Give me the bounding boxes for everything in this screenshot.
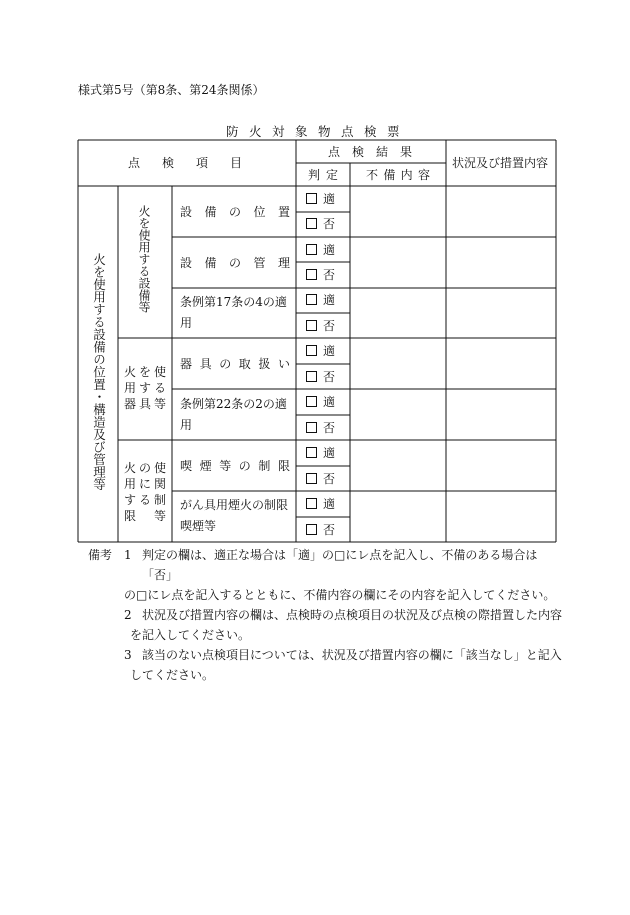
item-toy-fireworks-restriction: がん具用煙火の制限喫煙等 (180, 498, 289, 533)
header-inspection-result: 点 検 結 果 (328, 145, 412, 159)
group-fire-restrictions-line1: 火 の 使 (124, 461, 166, 475)
item-ordinance-22-2: 条例第22条の2の適用 (180, 397, 287, 432)
group-fire-restrictions-line3: す る 制 (124, 493, 166, 507)
header-status-measures: 状況及び措置内容 (452, 156, 549, 170)
notes-section (88, 545, 568, 685)
group-fire-appliances-line3: 器 具 等 (124, 397, 166, 411)
header-judgment: 判 定 (308, 168, 338, 182)
item-smoking-restriction: 喫 煙 等 の 制 限 (180, 459, 290, 473)
judgment-pass-checkbox[interactable]: 適 (306, 244, 335, 256)
judgment-pass-checkbox[interactable]: 適 (306, 447, 335, 459)
item-equipment-management: 設 備 の 管 理 (180, 256, 290, 270)
note-item: 3 該当のない点検項目については、状況及び措置内容の欄に「該当なし」と記入 (124, 648, 562, 662)
judgment-pass-checkbox[interactable]: 適 (306, 345, 335, 357)
notes-label: 備考 (88, 548, 113, 562)
header-defect-content: 不 備 内 容 (366, 168, 430, 182)
note-item: を記入してください。 (130, 628, 251, 642)
document-title: 防火対象物点検票 (226, 124, 411, 139)
header-inspection-item: 点 検 項 目 (128, 156, 242, 170)
judgment-pass-checkbox[interactable]: 適 (306, 498, 335, 510)
form-number: 様式第5号（第8条、第24条関係） (78, 83, 265, 97)
judgment-pass-checkbox[interactable]: 適 (306, 396, 335, 408)
judgment-fail-checkbox[interactable]: 否 (306, 473, 335, 485)
group-fire-appliances-line1: 火 を 使 (124, 365, 166, 379)
judgment-fail-checkbox[interactable]: 否 (306, 218, 335, 230)
judgment-fail-checkbox[interactable]: 否 (306, 422, 335, 434)
judgment-fail-checkbox[interactable]: 否 (306, 371, 335, 383)
group-fire-restrictions-line2: 用 に 関 (124, 477, 166, 491)
item-ordinance-17-4: 条例第17条の4の適用 (180, 295, 287, 330)
note-item: 備考 1 判定の欄は、適正な場合は「適」の□にレ点を記入し、不備のある場合は「否」 (88, 545, 568, 585)
note-item: の□にレ点を記入するとともに、不備内容の欄にその内容を記入してください。 (124, 588, 556, 602)
group-fire-equipment: 火を使用する設備等 (137, 205, 151, 313)
note-item: してください。 (130, 668, 215, 682)
judgment-fail-checkbox[interactable]: 否 (306, 320, 335, 332)
item-appliance-handling: 器 具 の 取 扱 い (180, 357, 290, 371)
judgment-fail-checkbox[interactable]: 否 (306, 269, 335, 281)
note-item: 2 状況及び措置内容の欄は、点検時の点検項目の状況及び点検の際措置した内容 (124, 608, 563, 622)
item-equipment-location: 設 備 の 位 置 (180, 205, 290, 219)
judgment-pass-checkbox[interactable]: 適 (306, 294, 335, 306)
category-main: 火を使用する設備の位置・構造及び管理等 (91, 253, 107, 491)
group-fire-restrictions-line4: 限 等 (124, 509, 166, 523)
group-fire-appliances-line2: 用 す る (124, 381, 166, 395)
judgment-pass-checkbox[interactable]: 適 (306, 193, 335, 205)
judgment-fail-checkbox[interactable]: 否 (306, 524, 335, 536)
